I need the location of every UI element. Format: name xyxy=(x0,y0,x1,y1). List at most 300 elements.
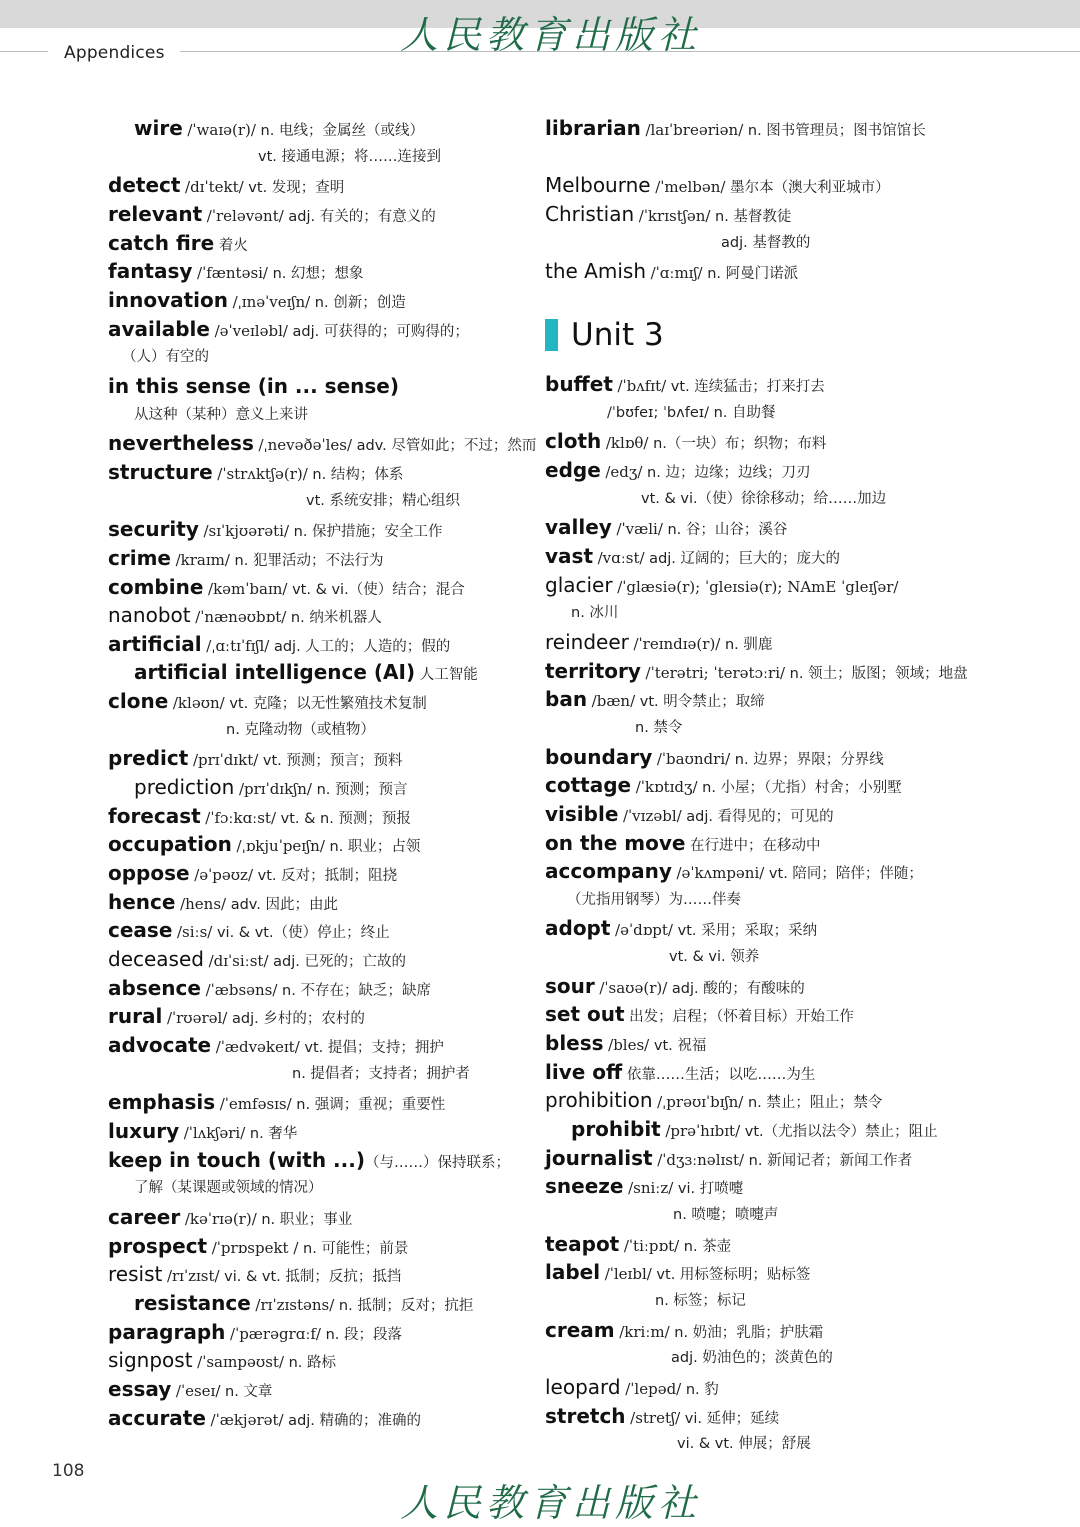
entry-definition: 着火 xyxy=(214,237,248,254)
entry-phonetic: /ˈbaʊndri/ xyxy=(656,749,731,768)
entry-definition: n. 新闻记者；新闻工作者 xyxy=(744,1152,913,1169)
entry-definition: vt. 用标签标明；贴标签 xyxy=(651,1267,811,1284)
entry-word: leopard xyxy=(545,1374,621,1399)
glossary-entry xyxy=(108,773,518,802)
entry-phonetic: /siːs/ xyxy=(177,923,213,942)
glossary-entry xyxy=(108,257,518,286)
glossary-entry xyxy=(108,974,518,1003)
entry-word: bless xyxy=(545,1031,604,1056)
entry-word: artificial xyxy=(108,631,202,656)
entry-definition: n. 电线；金属丝（或线） xyxy=(255,123,424,139)
entry-word: glacier xyxy=(545,572,613,597)
entry-phonetic: /laɪˈbreəriən/ xyxy=(645,121,744,139)
entry-continuation xyxy=(545,599,965,628)
entry-phonetic: /ˈpærəgrɑːf/ xyxy=(230,1324,321,1343)
entry-word: artificial intelligence (AI) xyxy=(134,660,416,685)
entry-definition: 墨尔本（澳大利亚城市） xyxy=(725,180,890,197)
entry-word: territory xyxy=(545,658,641,683)
glossary-entry xyxy=(545,1258,965,1287)
entry-phonetic: /ˈsaɪnpəʊst/ xyxy=(197,1353,284,1372)
entry-phonetic: /prəˈhɪbɪt/ xyxy=(665,1122,741,1141)
glossary-entry xyxy=(545,171,965,200)
entry-word: sneeze xyxy=(545,1174,624,1199)
entry-definition: n. 文章 xyxy=(220,1383,273,1400)
header-rule-left xyxy=(0,51,48,52)
continuation-text: （人）有空的 xyxy=(122,349,209,366)
continuation-text: adj. 基督教的 xyxy=(721,234,811,251)
glossary-entry xyxy=(545,657,968,686)
glossary-entry xyxy=(108,372,518,401)
entry-continuation xyxy=(545,943,965,972)
glossary-entry xyxy=(545,1029,965,1058)
entry-word: occupation xyxy=(108,832,232,857)
entry-phonetic: /əˈdɒpt/ xyxy=(615,921,673,940)
entry-phonetic: /ˈwaɪə(r)/ xyxy=(187,121,256,139)
blank-line xyxy=(545,143,965,172)
entry-definition: vt. 明令禁止；取缔 xyxy=(635,694,765,711)
entry-word: wire xyxy=(134,116,183,140)
glossary-entry xyxy=(108,830,518,859)
entry-continuation xyxy=(545,886,965,915)
entry-definition: n. 犯罪活动；不法行为 xyxy=(229,552,384,569)
entry-word: catch fire xyxy=(108,230,215,255)
entry-phonetic: /ˈnænəʊbɒt/ xyxy=(195,608,287,627)
continuation-text: n. 克隆动物（或植物） xyxy=(226,721,375,738)
entry-phonetic: /bæn/ xyxy=(591,692,636,711)
entry-phonetic: /əˈpəʊz/ xyxy=(194,866,253,885)
entry-definition: vt. 连续猛击；打来打去 xyxy=(666,379,825,395)
entry-phonetic: /sniːz/ xyxy=(628,1179,674,1198)
entry-definition: n. 纳米机器人 xyxy=(286,610,382,627)
entry-phonetic: /dɪˈsiːst/ xyxy=(208,952,269,971)
glossary-entry xyxy=(108,1375,518,1404)
entry-phonetic: /hens/ xyxy=(180,894,227,913)
entry-definition: 在行进中；在移动中 xyxy=(685,837,821,854)
entry-definition: adj. 酸的；有酸味的 xyxy=(667,980,805,997)
entry-phonetic: /ˈædvəkeɪt/ xyxy=(215,1038,300,1056)
continuation-text: 了解（某课题或领域的情况） xyxy=(134,1180,323,1197)
entry-word: nanobot xyxy=(108,603,191,628)
entry-phonetic: /əˈkʌmpəni/ xyxy=(676,864,765,883)
entry-word: boundary xyxy=(545,744,653,769)
entry-definition: adv. 因此；由此 xyxy=(226,896,338,913)
entry-word: visible xyxy=(545,801,619,826)
glossary-entry xyxy=(108,114,518,143)
continuation-text: n. 提倡者；支持者；拥护者 xyxy=(292,1065,470,1082)
entry-word: cream xyxy=(545,1317,615,1342)
entry-word: set out xyxy=(545,1002,625,1027)
entry-continuation xyxy=(108,143,518,172)
entry-continuation xyxy=(108,1060,518,1089)
entry-phonetic: /ˈterətri; ˈterətɔːri/ xyxy=(645,663,786,682)
entry-phonetic: /ˈækjərət/ xyxy=(210,1410,284,1429)
entry-word: on the move xyxy=(545,830,686,855)
glossary-entry xyxy=(108,1002,518,1031)
entry-continuation xyxy=(545,1430,965,1459)
glossary-entry xyxy=(545,972,965,1001)
entry-definition: adj. 有关的；有意义的 xyxy=(283,208,436,225)
entry-definition: 依靠……生活；以吃……为生 xyxy=(622,1066,816,1083)
entry-phonetic: /rɪˈzɪst/ xyxy=(166,1267,220,1286)
entry-phonetic: /ˈlepəd/ xyxy=(625,1379,682,1398)
glossary-entry xyxy=(545,1086,965,1115)
unit-accent-bar xyxy=(545,319,558,351)
entry-phonetic: /ˈprɒspekt / xyxy=(211,1238,299,1257)
glossary-entry xyxy=(108,687,518,716)
entry-definition: n. 抵制；反对；抗拒 xyxy=(334,1297,474,1314)
glossary-entry xyxy=(108,945,518,974)
entry-definition: vt. 克隆；以无性繁殖技术复制 xyxy=(224,696,427,713)
entry-phonetic: /ˈmelbən/ xyxy=(655,178,726,197)
entry-definition: n. 茶壶 xyxy=(679,1238,732,1255)
glossary-entry xyxy=(545,628,965,657)
glossary-entry xyxy=(545,114,965,143)
entry-definition: n. 禁止；阻止；禁令 xyxy=(743,1095,883,1112)
entry-definition: n. 职业；占领 xyxy=(324,839,421,856)
glossary-column-right-bottom xyxy=(545,370,968,1459)
entry-phonetic: /ˈleɪbl/ xyxy=(604,1265,652,1284)
entry-definition: n. 段；段落 xyxy=(320,1326,403,1343)
entry-definition: adj. 乡村的；农村的 xyxy=(227,1011,365,1028)
glossary-entry xyxy=(545,456,965,485)
entry-definition: vt.（尤指以法令）禁止；阻止 xyxy=(740,1124,938,1141)
entry-definition: n. 可能性；前景 xyxy=(298,1240,409,1257)
entry-definition: adj. 可获得的；可购得的； xyxy=(287,323,469,340)
entry-definition: n. 职业；事业 xyxy=(256,1211,353,1228)
glossary-entry xyxy=(108,630,518,659)
glossary-entry xyxy=(545,1058,965,1087)
entry-continuation xyxy=(545,229,965,258)
continuation-text: n. 喷嚏；喷嚏声 xyxy=(673,1207,779,1224)
glossary-entry xyxy=(545,1172,965,1201)
entry-definition: n. 结构；体系 xyxy=(307,466,404,483)
entry-word: accompany xyxy=(545,859,672,884)
entry-continuation xyxy=(108,343,518,372)
entry-word: luxury xyxy=(108,1118,180,1143)
entry-word: prospect xyxy=(108,1233,208,1258)
glossary-entry xyxy=(108,171,518,200)
entry-continuation xyxy=(545,485,965,514)
glossary-entry xyxy=(108,229,518,258)
entry-definition: vi. 打喷嚏 xyxy=(673,1181,744,1198)
entry-phonetic: /ˈdʒɜːnəlɪst/ xyxy=(657,1150,745,1169)
entry-definition: adj. 人工的；人造的；假的 xyxy=(269,638,451,655)
entry-word: Melbourne xyxy=(545,173,651,198)
glossary-entry xyxy=(108,1318,518,1347)
continuation-text: n. 禁令 xyxy=(635,719,683,736)
entry-phonetic: /ˈbʌfɪt/ xyxy=(617,377,667,395)
entry-word: accurate xyxy=(108,1405,206,1430)
entry-continuation xyxy=(545,1201,965,1230)
entry-definition: vi. & vt. 抵制；反抗；抵挡 xyxy=(219,1269,402,1286)
entry-phonetic: /ˌnevəðəˈles/ xyxy=(258,436,352,455)
entry-phonetic: /ˌprəʊɪˈbɪʃn/ xyxy=(657,1093,744,1112)
entry-word: paragraph xyxy=(108,1319,226,1344)
entry-phonetic: /ˈsaʊə(r)/ xyxy=(599,978,668,997)
entry-word: emphasis xyxy=(108,1090,216,1115)
entry-word: live off xyxy=(545,1059,623,1084)
entry-phonetic: /prɪˈdɪkt/ xyxy=(192,751,259,770)
entry-phonetic: /ˈreɪndɪə(r)/ xyxy=(633,634,721,653)
entry-continuation xyxy=(108,1174,518,1203)
entry-phonetic: /ˈemfəsɪs/ xyxy=(219,1095,292,1114)
glossary-entry xyxy=(108,458,518,487)
continuation-text: 从这种（某种）意义上来讲 xyxy=(134,406,308,423)
entry-word: crime xyxy=(108,545,171,570)
entry-word: oppose xyxy=(108,861,190,886)
entry-continuation xyxy=(545,399,965,428)
entry-definition: n. 基督教徒 xyxy=(710,208,792,225)
entry-word: journalist xyxy=(545,1145,653,1170)
entry-word: edge xyxy=(545,457,601,482)
entry-definition: vt. 预测；预言；预料 xyxy=(258,753,403,770)
entry-word: prediction xyxy=(134,775,235,800)
glossary-entry xyxy=(108,1203,518,1232)
continuation-text: （尤指用钢琴）为……伴奏 xyxy=(567,891,741,908)
glossary-entry xyxy=(108,1031,518,1060)
entry-phonetic: /vɑːst/ xyxy=(597,548,645,567)
entry-word: cottage xyxy=(545,773,632,798)
entry-phonetic: /kəmˈbaɪn/ xyxy=(208,579,288,598)
entry-definition: n. 强调；重视；重要性 xyxy=(291,1097,446,1114)
entry-word: fantasy xyxy=(108,259,193,284)
entry-word: security xyxy=(108,517,199,542)
entry-definition: 人工智能 xyxy=(415,667,478,684)
glossary-entry xyxy=(545,1316,965,1345)
glossary-entry xyxy=(545,1373,965,1402)
glossary-entry xyxy=(545,685,965,714)
entry-phonetic: /ˈglæsiə(r); ˈgleɪsiə(r); NAmE ˈgleɪʃər/ xyxy=(617,577,899,596)
glossary-entry xyxy=(545,370,965,399)
entry-definition: n. 奶油；乳脂；护肤霜 xyxy=(669,1324,824,1341)
entry-definition: vt. 反对；抵制；阻挠 xyxy=(253,868,398,885)
continuation-text: /ˈbʊfeɪ; ˈbʌfeɪ/ n. 自助餐 xyxy=(607,404,776,421)
entry-definition: n. 小屋；（尤指）村舍；小别墅 xyxy=(697,780,902,797)
entry-definition: vt. & vi.（使）结合；混合 xyxy=(287,581,465,598)
entry-phonetic: /klɒθ/ xyxy=(605,434,649,453)
entry-word: essay xyxy=(108,1376,172,1401)
entry-word: cease xyxy=(108,918,173,943)
entry-definition: n. 边；边缘；边线；刀刃 xyxy=(642,464,811,481)
continuation-text: vt. 接通电源；将……连接到 xyxy=(258,148,441,165)
entry-phonetic: /kraɪm/ xyxy=(175,550,230,569)
entry-phonetic: /kləʊn/ xyxy=(172,694,225,713)
entry-definition: n. 驯鹿 xyxy=(720,636,773,653)
entry-phonetic: /ˈrʊərəl/ xyxy=(166,1009,228,1028)
entry-phonetic: /ˌɒkjuˈpeɪʃn/ xyxy=(236,837,325,856)
entry-phonetic: /ˈvɪzəbl/ xyxy=(623,806,682,825)
entry-definition: n. 领土；版图；领域；地盘 xyxy=(785,665,968,682)
entry-definition: n. 豹 xyxy=(681,1381,719,1398)
entry-phonetic: /bles/ xyxy=(608,1036,650,1055)
entry-phonetic: /ˈæbsəns/ xyxy=(205,980,278,999)
entry-definition: adj. 已死的；亡故的 xyxy=(268,954,406,971)
entry-word: cloth xyxy=(545,429,602,454)
entry-definition: n. 图书管理员；图书馆馆长 xyxy=(743,123,926,139)
entry-word: signpost xyxy=(108,1348,193,1373)
entry-definition: 出发；启程；（怀着目标）开始工作 xyxy=(624,1009,854,1026)
glossary-entry xyxy=(108,1260,518,1289)
glossary-entry xyxy=(108,658,518,687)
entry-definition: vt. 采用；采取；采纳 xyxy=(673,923,818,940)
entry-word: combine xyxy=(108,574,204,599)
entry-phonetic: /ˈreləvənt/ xyxy=(206,206,284,225)
entry-definition: n. 阿曼门诺派 xyxy=(702,266,799,283)
entry-phonetic: /kəˈrɪə(r)/ xyxy=(184,1209,257,1228)
entry-definition: n. 创新；创造 xyxy=(310,294,406,311)
entry-word: forecast xyxy=(108,803,201,828)
entry-continuation xyxy=(108,487,518,516)
entry-continuation xyxy=(108,401,518,430)
continuation-text: vi. & vt. 伸展；舒展 xyxy=(677,1436,811,1453)
entry-definition: adj. 精确的；准确的 xyxy=(283,1412,422,1429)
continuation-text: n. 标签；标记 xyxy=(655,1293,746,1309)
entry-word: sour xyxy=(545,973,595,998)
entry-word: stretch xyxy=(545,1403,626,1428)
glossary-entry xyxy=(545,513,965,542)
continuation-text: vt. & vi. 领养 xyxy=(669,949,760,966)
entry-definition: n. 路标 xyxy=(284,1355,337,1372)
entry-phonetic: /ˈfɔːkɑːst/ xyxy=(205,808,277,827)
glossary-entry xyxy=(545,1144,965,1173)
entry-word: reindeer xyxy=(545,629,629,654)
entry-definition: （与……）保持联系； xyxy=(365,1154,510,1171)
entry-word: Christian xyxy=(545,201,635,226)
entry-definition: adv. 尽管如此；不过；然而 xyxy=(352,438,537,455)
glossary-column-right-top xyxy=(545,114,965,286)
glossary-entry xyxy=(545,914,965,943)
continuation-text: vt. & vi.（使）徐徐移动；给……加边 xyxy=(641,490,887,507)
glossary-entry xyxy=(108,315,518,344)
entry-phonetic: /rɪˈzɪstəns/ xyxy=(255,1295,335,1314)
glossary-entry xyxy=(545,427,965,456)
glossary-entry xyxy=(108,1146,518,1175)
entry-word: relevant xyxy=(108,201,203,226)
entry-continuation xyxy=(545,1287,965,1316)
entry-definition: vt. 发现；查明 xyxy=(243,180,345,197)
glossary-entry xyxy=(545,1402,965,1431)
entry-word: predict xyxy=(108,746,189,771)
entry-phonetic: /edʒ/ xyxy=(605,462,643,481)
entry-phonetic: /ˈfæntəsi/ xyxy=(197,264,268,283)
entry-definition: n. 不存在；缺乏；缺席 xyxy=(277,982,431,999)
glossary-entry xyxy=(545,829,965,858)
glossary-entry xyxy=(108,1232,518,1261)
unit-title: Unit 3 xyxy=(571,317,664,353)
entry-word: hence xyxy=(108,889,176,914)
publisher-logo-bottom: 人民教育出版社 xyxy=(400,1481,702,1525)
entry-definition: adj. 看得见的；可见的 xyxy=(681,808,834,825)
continuation-text: vt. 系统安排；精心组织 xyxy=(306,492,460,509)
glossary-entry xyxy=(108,1117,518,1146)
entry-phonetic: /əˈveɪləbl/ xyxy=(214,321,288,340)
entry-word: buffet xyxy=(545,372,613,396)
entry-definition: n.（一块）布；织物；布料 xyxy=(648,436,827,453)
entry-phonetic: /ˈlʌkʃəri/ xyxy=(183,1123,246,1142)
glossary-entry xyxy=(108,429,537,458)
glossary-entry xyxy=(545,771,965,800)
entry-word: librarian xyxy=(545,116,641,140)
entry-phonetic: /ˈvæli/ xyxy=(616,520,663,539)
glossary-entry xyxy=(108,515,518,544)
entry-word: detect xyxy=(108,173,181,198)
entry-definition: adj. 辽阔的；巨大的；庞大的 xyxy=(644,550,841,567)
glossary-entry xyxy=(545,1000,965,1029)
glossary-entry xyxy=(108,601,518,630)
glossary-entry xyxy=(108,200,518,229)
glossary-entry xyxy=(108,1346,518,1375)
entry-phonetic: /ˈkɒtɪdʒ/ xyxy=(635,778,698,797)
entry-definition: n. 预测；预言 xyxy=(311,782,408,799)
glossary-entry xyxy=(108,1088,518,1117)
entry-phonetic: /ˈeseɪ/ xyxy=(175,1381,221,1400)
entry-phonetic: /sɪˈkjʊərəti/ xyxy=(203,522,290,541)
entry-phonetic: /dɪˈtekt/ xyxy=(185,178,244,197)
glossary-entry xyxy=(545,200,965,229)
glossary-entry xyxy=(108,1404,518,1433)
entry-continuation xyxy=(545,1344,965,1373)
entry-definition: n. 奢华 xyxy=(245,1125,298,1142)
entry-word: in this sense (in ... sense) xyxy=(108,373,399,398)
glossary-entry xyxy=(108,888,518,917)
entry-word: structure xyxy=(108,459,213,484)
glossary-entry xyxy=(545,743,965,772)
entry-word: the Amish xyxy=(545,259,646,284)
entry-definition: n. 边界；界限；分界线 xyxy=(730,751,884,768)
entry-phonetic: /prɪˈdɪkʃn/ xyxy=(238,780,312,799)
entry-phonetic: /ˈkrɪstʃən/ xyxy=(638,206,711,225)
entry-phonetic: /kriːm/ xyxy=(619,1322,670,1341)
glossary-entry xyxy=(545,857,965,886)
entry-phonetic: /ˌɑːtɪˈfɪʃl/ xyxy=(206,636,270,655)
entry-word: adopt xyxy=(545,916,611,941)
glossary-entry xyxy=(108,744,518,773)
entry-word: prohibition xyxy=(545,1088,653,1113)
glossary-entry xyxy=(545,1230,965,1259)
entry-word: career xyxy=(108,1204,181,1229)
entry-definition: vt. 祝福 xyxy=(649,1038,707,1055)
entry-phonetic: /ˈstrʌktʃə(r)/ xyxy=(217,464,308,483)
glossary-entry xyxy=(545,571,965,600)
glossary-entry xyxy=(108,859,518,888)
glossary-entry xyxy=(545,257,965,286)
glossary-column-left xyxy=(108,114,537,1432)
entry-definition: vi. 延伸；延续 xyxy=(680,1410,780,1427)
entry-word: prohibit xyxy=(571,1117,661,1142)
publisher-logo-top: 人民教育出版社 xyxy=(400,13,702,57)
glossary-entry xyxy=(545,542,965,571)
entry-word: innovation xyxy=(108,287,228,312)
glossary-entry xyxy=(108,1289,518,1318)
entry-word: resist xyxy=(108,1262,163,1287)
entry-definition: vt. & n. 预测；预报 xyxy=(276,810,411,827)
entry-word: ban xyxy=(545,687,588,712)
glossary-entry xyxy=(108,286,518,315)
entry-word: advocate xyxy=(108,1033,212,1057)
entry-phonetic: /ˈtiːpɒt/ xyxy=(623,1236,680,1255)
entry-continuation xyxy=(108,716,518,745)
entry-word: valley xyxy=(545,515,612,540)
entry-word: absence xyxy=(108,975,201,1000)
entry-word: rural xyxy=(108,1004,163,1029)
entry-definition: vt. 陪同；陪伴；伴随； xyxy=(764,866,923,883)
entry-word: teapot xyxy=(545,1231,620,1256)
glossary-entry xyxy=(545,1115,965,1144)
glossary-entry xyxy=(108,802,518,831)
entry-word: available xyxy=(108,316,210,341)
entry-phonetic: /stretʃ/ xyxy=(630,1408,681,1427)
page-number: 108 xyxy=(52,1461,85,1481)
